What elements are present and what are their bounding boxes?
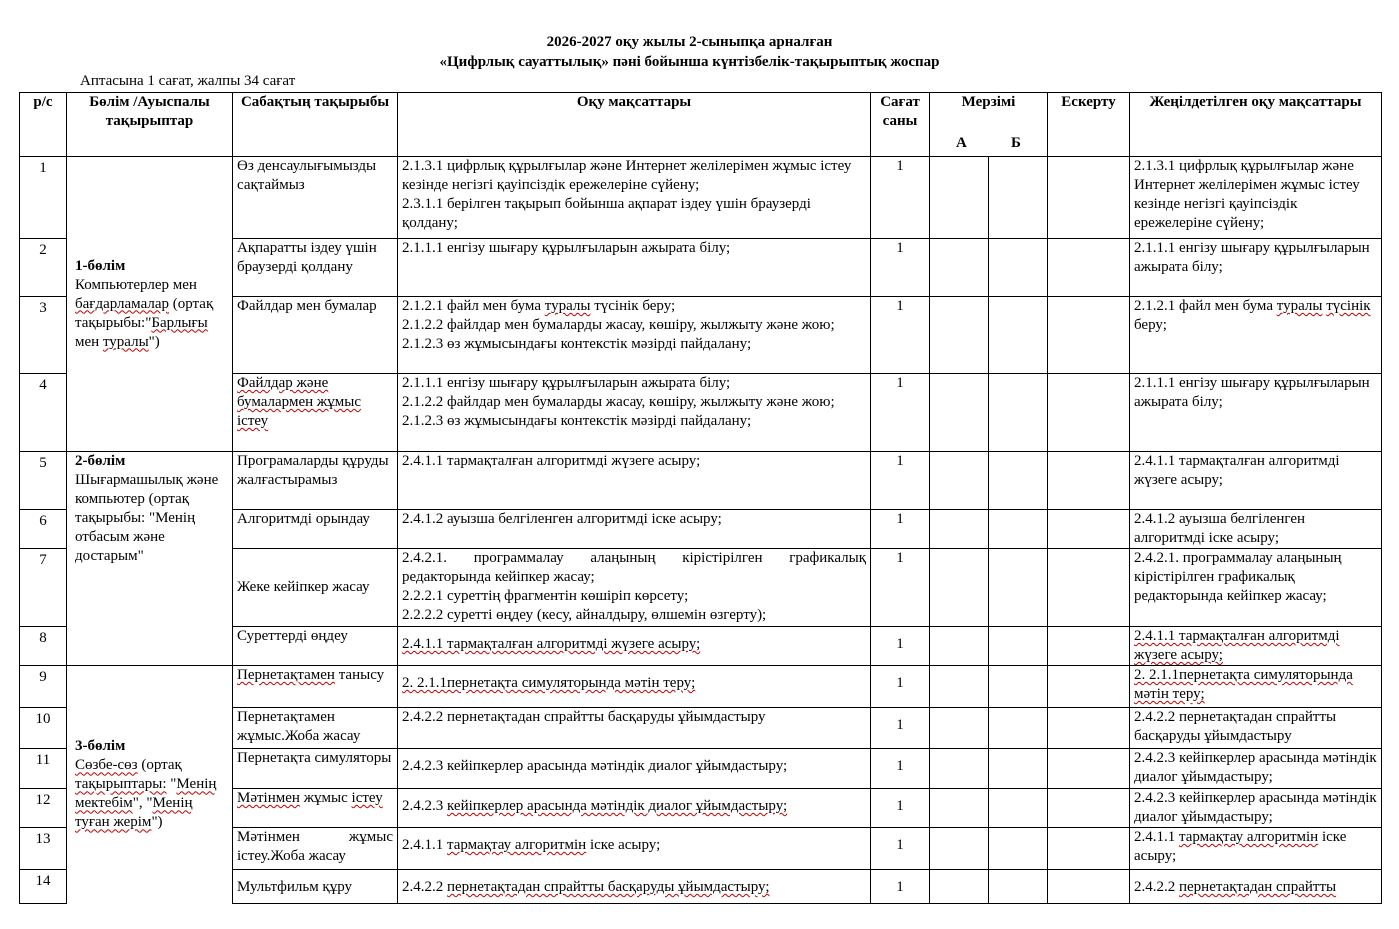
lesson-topic: Пернетақта симуляторы <box>233 749 398 789</box>
row-number: 10 <box>20 708 67 749</box>
table-row <box>20 452 1382 510</box>
hours-count: 1 <box>871 239 930 297</box>
table-row <box>20 157 1382 239</box>
simplified-goals: 2.1.1.1 енгізу шығару құрылғыларын ажырата білу; <box>1130 239 1382 297</box>
lesson-topic: Файлдар мен бумалар <box>233 297 398 374</box>
note-cell <box>1048 374 1130 452</box>
lesson-topic: Мәтінмен жұмыс істеу.Жоба жасау <box>233 828 398 870</box>
simplified-goals: 2.4.2.2 пернетақтадан спрайтты <box>1130 870 1382 904</box>
learning-goals: 2.4.1.1 тармақталған алгоритмді жүзеге асыру; <box>398 452 871 510</box>
simplified-goals: 2.4.2.2 пернетақтадан спрайтты басқаруды ұйымдастыру <box>1130 708 1382 749</box>
lesson-topic: Ақпаратты іздеу үшін браузерді қолдану <box>233 239 398 297</box>
weekly-hours-note: Аптасына 1 сағат, жалпы 34 сағат <box>80 73 296 89</box>
row-number: 6 <box>20 510 67 549</box>
simplified-goals: 2.4.1.1 тармақталған алгоритмді жүзеге асыру; <box>1130 627 1382 666</box>
row-number: 13 <box>20 828 67 870</box>
row-number: 11 <box>20 749 67 789</box>
col-topic-header: Сабақтың тақырыбы <box>233 93 398 157</box>
table-row <box>20 666 1382 708</box>
date-b-cell <box>989 297 1048 374</box>
lesson-topic: Мәтінмен жұмыс істеу <box>233 789 398 828</box>
row-number: 2 <box>20 239 67 297</box>
hours-count: 1 <box>871 374 930 452</box>
date-a-cell <box>930 789 989 828</box>
note-cell <box>1048 870 1130 904</box>
note-cell <box>1048 297 1130 374</box>
note-cell <box>1048 627 1130 666</box>
date-b-cell <box>989 239 1048 297</box>
plan-table <box>19 92 1382 904</box>
date-b-label: Б <box>1011 135 1021 151</box>
lesson-topic: Файлдар және бумалармен жұмыс істеу <box>233 374 398 452</box>
section-cell <box>67 157 233 452</box>
simplified-goals: 2.4.1.1 тармақталған алгоритмді жүзеге асыру; <box>1130 452 1382 510</box>
row-number: 12 <box>20 789 67 828</box>
note-cell <box>1048 452 1130 510</box>
section-text: Компьютерлер мен бағдарламалар (ортақ тақырыбы:"Барлығы мен туралы") <box>75 276 214 350</box>
date-a-cell <box>930 452 989 510</box>
learning-goals: 2.4.2.3 кейіпкерлер арасында мәтіндік диалог ұйымдастыру; <box>398 789 871 828</box>
col-section-header: Бөлім /Ауыспалы тақырыптар <box>67 93 233 157</box>
row-number: 9 <box>20 666 67 708</box>
col-goals-header: Оқу мақсаттары <box>398 93 871 157</box>
note-cell <box>1048 510 1130 549</box>
hours-count: 1 <box>871 627 930 666</box>
learning-goals: 2.4.2.2 пернетақтадан спрайтты басқаруды ұйымдастыру <box>398 708 871 749</box>
date-a-cell <box>930 239 989 297</box>
learning-goals: 2.4.2.1. программалау алаңының кірістірілген графикалық редакторында кейіпкер жасау; 2.2.2.1 суреттің фрагментін көшіріп көрсету; 2.2.2.2 суретті өңдеу (кесу, айналдыру, өлшемін өзгерту); <box>398 549 871 627</box>
dates-label: Мерзімі <box>961 94 1016 110</box>
date-a-cell <box>930 549 989 627</box>
hours-count: 1 <box>871 452 930 510</box>
note-cell <box>1048 749 1130 789</box>
date-b-cell <box>989 828 1048 870</box>
date-b-cell <box>989 374 1048 452</box>
row-number: 8 <box>20 627 67 666</box>
note-cell <box>1048 789 1130 828</box>
date-b-cell <box>989 870 1048 904</box>
hours-count: 1 <box>871 708 930 749</box>
note-cell <box>1048 666 1130 708</box>
learning-goals: 2.1.2.1 файл мен бума туралы түсінік беру; 2.1.2.2 файлдар мен бумаларды жасау, көшіру, жылжыту және жою; 2.1.2.3 өз жұмысындағы контекстік мәзірді пайдалану; <box>398 297 871 374</box>
section-cell <box>67 666 233 904</box>
date-b-cell <box>989 666 1048 708</box>
lesson-topic: Програмаларды құруды жалғастырамыз <box>233 452 398 510</box>
note-cell <box>1048 239 1130 297</box>
row-number: 4 <box>20 374 67 452</box>
lesson-topic: Өз денсаулығымызды сақтаймыз <box>233 157 398 239</box>
lesson-topic: Жеке кейіпкер жасау <box>233 549 398 627</box>
hours-count: 1 <box>871 297 930 374</box>
date-b-cell <box>989 549 1048 627</box>
date-a-cell <box>930 157 989 239</box>
hours-count: 1 <box>871 749 930 789</box>
date-b-cell <box>989 789 1048 828</box>
lesson-topic: Алгоритмді орындау <box>233 510 398 549</box>
date-a-cell <box>930 627 989 666</box>
lesson-topic: Пернетақтамен танысу <box>233 666 398 708</box>
hours-count: 1 <box>871 510 930 549</box>
section-text: Сөзбе-сөз (ортақ тақырыптары: "Менің мектебім", "Менің туған жерім") <box>75 757 217 831</box>
simplified-goals: 2.4.1.2 ауызша белгіленген алгоритмді іске асыру; <box>1130 510 1382 549</box>
col-hours-header: Сағат саны <box>871 93 930 157</box>
lesson-topic: Суреттерді өңдеу <box>233 627 398 666</box>
note-cell <box>1048 708 1130 749</box>
learning-goals: 2.4.2.3 кейіпкерлер арасында мәтіндік диалог ұйымдастыру; <box>398 749 871 789</box>
row-number: 3 <box>20 297 67 374</box>
col-note-header: Ескерту <box>1048 93 1130 157</box>
learning-goals: 2.4.2.2 пернетақтадан спрайтты басқаруды ұйымдастыру; <box>398 870 871 904</box>
col-dates-header <box>930 93 1048 157</box>
hours-count: 1 <box>871 828 930 870</box>
note-cell <box>1048 828 1130 870</box>
hours-count: 1 <box>871 870 930 904</box>
date-a-cell <box>930 666 989 708</box>
simplified-goals: 2.4.1.1 тармақтау алгоритмін іске асыру; <box>1130 828 1382 870</box>
simplified-goals: 2.4.2.3 кейіпкерлер арасында мәтіндік диалог ұйымдастыру; <box>1130 749 1382 789</box>
date-b-cell <box>989 708 1048 749</box>
section-title: 3-бөлім <box>75 738 126 755</box>
simplified-goals: 2.1.1.1 енгізу шығару құрылғыларын ажырата білу; <box>1130 374 1382 452</box>
col-num-header: р/с <box>20 93 67 157</box>
date-a-cell <box>930 374 989 452</box>
date-a-label: А <box>956 135 967 151</box>
learning-goals: 2.4.1.1 тармақтау алгоритмін іске асыру; <box>398 828 871 870</box>
date-a-cell <box>930 749 989 789</box>
lesson-topic: Мультфильм құру <box>233 870 398 904</box>
learning-goals: 2.4.1.2 ауызша белгіленген алгоритмді іске асыру; <box>398 510 871 549</box>
document-title-line-2: «Цифрлық сауаттылық» пәні бойынша күнтізбелік-тақырыптық жоспар <box>439 54 940 70</box>
date-a-cell <box>930 708 989 749</box>
date-a-cell <box>930 870 989 904</box>
date-b-cell <box>989 157 1048 239</box>
date-a-cell <box>930 828 989 870</box>
row-number: 5 <box>20 452 67 510</box>
note-cell <box>1048 549 1130 627</box>
learning-goals: 2.1.1.1 енгізу шығару құрылғыларын ажырата білу; 2.1.2.2 файлдар мен бумаларды жасау, көшіру, жылжыту және жою; 2.1.2.3 өз жұмысындағы контекстік мәзірді пайдалану; <box>398 374 871 452</box>
date-b-cell <box>989 749 1048 789</box>
learning-goals: 2.1.1.1 енгізу шығару құрылғыларын ажырата білу; <box>398 239 871 297</box>
lesson-topic: Пернетақтамен жұмыс.Жоба жасау <box>233 708 398 749</box>
simplified-goals: 2.4.2.1. программалау алаңының кірістірілген графикалық редакторында кейіпкер жасау; <box>1130 549 1382 627</box>
hours-count: 1 <box>871 789 930 828</box>
note-cell <box>1048 157 1130 239</box>
learning-goals: 2. 2.1.1пернетақта симуляторында мәтін теру; <box>398 666 871 708</box>
row-number: 14 <box>20 870 67 904</box>
date-a-cell <box>930 510 989 549</box>
date-b-cell <box>989 510 1048 549</box>
row-number: 7 <box>20 549 67 627</box>
simplified-goals: 2.1.3.1 цифрлық құрылғылар және Интернет желілерімен жұмыс істеу кезінде негізгі қауіпсіздік ережелеріне сүйену; <box>1130 157 1382 239</box>
date-b-cell <box>989 627 1048 666</box>
simplified-goals: 2. 2.1.1пернетақта симуляторында мәтін теру; <box>1130 666 1382 708</box>
row-number: 1 <box>20 157 67 239</box>
section-cell <box>67 452 233 666</box>
section-title: 2-бөлім <box>75 453 126 469</box>
hours-count: 1 <box>871 666 930 708</box>
learning-goals: 2.1.3.1 цифрлық құрылғылар және Интернет желілерімен жұмыс істеу кезінде негізгі қауіпсіздік ережелеріне сүйену; 2.3.1.1 берілген тақырып бойынша ақпарат іздеу үшін браузерді қолдану; <box>398 157 871 239</box>
hours-count: 1 <box>871 157 930 239</box>
simplified-goals: 2.4.2.3 кейіпкерлер арасында мәтіндік диалог ұйымдастыру; <box>1130 789 1382 828</box>
col-simplified-header: Жеңілдетілген оқу мақсаттары <box>1130 93 1382 157</box>
section-title: 1-бөлім <box>75 257 126 274</box>
learning-goals: 2.4.1.1 тармақталған алгоритмді жүзеге асыру; <box>398 627 871 666</box>
document-title-line-1: 2026-2027 оқу жылы 2-сыныпқа арналған <box>546 34 833 50</box>
date-a-cell <box>930 297 989 374</box>
section-text: Шығармашылық және компьютер (ортақ тақырыбы: "Менің отбасым және достарым" <box>75 472 219 564</box>
hours-count: 1 <box>871 549 930 627</box>
date-b-cell <box>989 452 1048 510</box>
simplified-goals: 2.1.2.1 файл мен бума туралы түсінік беру; <box>1130 297 1382 374</box>
